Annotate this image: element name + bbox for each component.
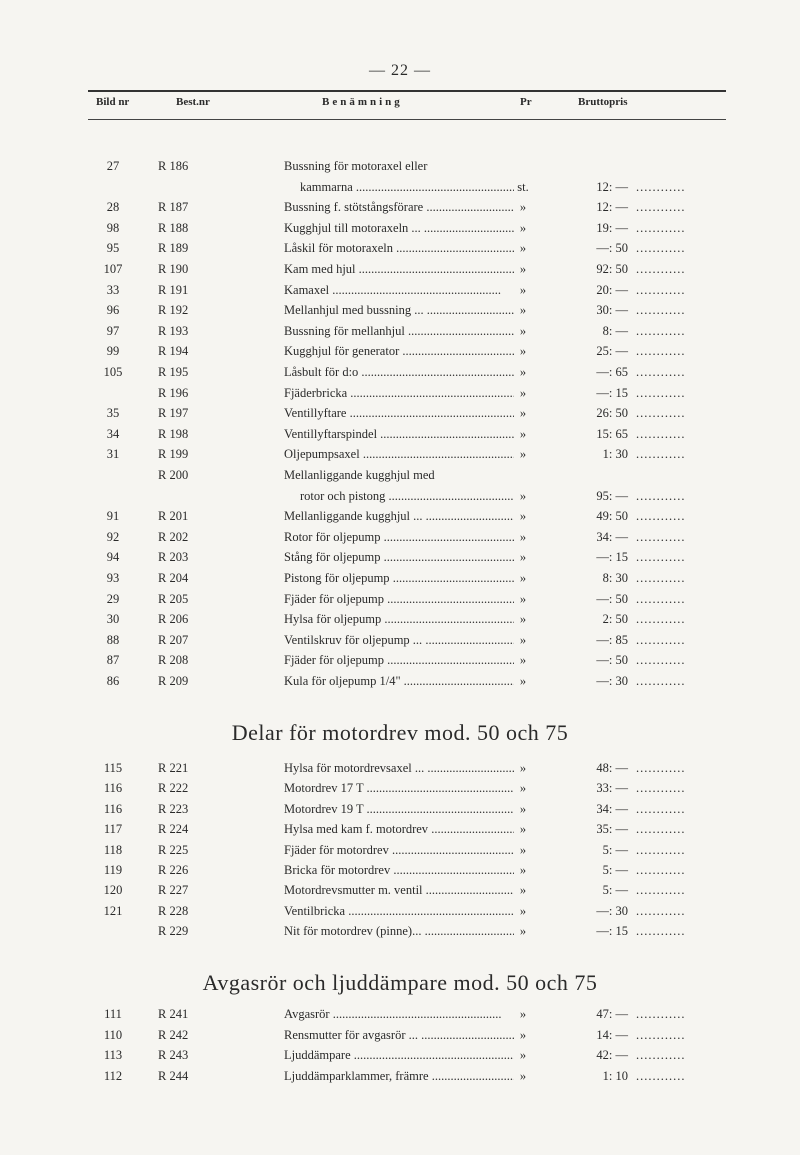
cell-bruttopris: 48: — — [596, 761, 628, 775]
header-rule — [88, 119, 726, 120]
cell-best-nr: R 226 — [158, 863, 189, 877]
page-number: — 22 — — [369, 62, 431, 79]
price-leader-dots: ............ — [636, 447, 686, 462]
cell-best-nr: R 221 — [158, 761, 189, 775]
cell-best-nr: R 201 — [158, 509, 189, 524]
cell-bild-nr: 94 — [106, 550, 120, 565]
cell-pr: » — [519, 344, 527, 359]
cell-pr: » — [519, 323, 527, 338]
cell-bild-nr: 98 — [106, 220, 120, 235]
cell-bruttopris: 5: — — [602, 842, 628, 857]
cell-benamning: Ventillyftarspindel ..... — [284, 424, 514, 444]
cell-bild-nr: 112 — [103, 1068, 123, 1083]
cell-benamning: Motordrevsmutter m. ventil ..... — [284, 880, 514, 900]
cell-best-nr: R 205 — [158, 591, 189, 606]
price-leader-dots: ............ — [636, 761, 686, 775]
cell-best-nr: R 188 — [158, 220, 189, 235]
cell-pr: » — [519, 903, 527, 918]
cell-pr: » — [519, 842, 527, 857]
cell-benamning: Mellanhjul med bussning ... ..... — [284, 300, 514, 320]
price-leader-dots: ............ — [636, 406, 686, 421]
cell-pr: » — [519, 883, 527, 898]
cell-bild-nr: 121 — [103, 903, 123, 918]
cell-bruttopris: 92: 50 — [596, 262, 628, 276]
price-leader-dots: ............ — [636, 883, 686, 898]
cell-bild-nr: 33 — [106, 282, 120, 297]
cell-best-nr: R 223 — [158, 801, 189, 816]
cell-best-nr: R 187 — [158, 200, 189, 215]
cell-benamning: Låskil för motoraxeln ..... — [284, 238, 514, 258]
cell-pr: » — [519, 447, 527, 462]
cell-pr: » — [519, 632, 527, 647]
price-leader-dots: ............ — [636, 179, 686, 194]
cell-bild-nr: 116 — [103, 781, 123, 796]
cell-best-nr: R 200 — [158, 468, 189, 482]
cell-pr: » — [519, 591, 527, 606]
cell-bild-nr: 86 — [106, 674, 120, 688]
cell-benamning: Nit för motordrev (pinne)... ..... — [284, 921, 514, 941]
price-leader-dots: ............ — [636, 509, 686, 524]
cell-benamning: Hylsa för motordrevsaxel ... ..... — [284, 758, 514, 778]
cell-bild-nr: 107 — [103, 262, 123, 276]
cell-bruttopris: 5: — — [602, 863, 628, 877]
cell-best-nr: R 243 — [158, 1048, 189, 1063]
header-pr: Pr — [520, 96, 532, 108]
cell-bild-nr: 34 — [106, 426, 120, 441]
cell-bruttopris: 26: 50 — [596, 406, 628, 421]
cell-benamning: Mellanliggande kugghjul ... ..... — [284, 506, 514, 526]
cell-pr: » — [519, 674, 527, 688]
cell-best-nr: R 204 — [158, 571, 189, 585]
cell-bild-nr: 96 — [106, 303, 120, 318]
cell-benamning: Rotor för oljepump ..... — [284, 527, 514, 547]
price-leader-dots: ............ — [636, 781, 686, 796]
cell-best-nr: R 225 — [158, 842, 189, 857]
cell-bruttopris: —: 15 — [596, 385, 628, 400]
cell-benamning: rotor och pistong ..... — [300, 486, 514, 506]
cell-best-nr: R 228 — [158, 903, 189, 918]
cell-bild-nr: 111 — [104, 1007, 122, 1021]
cell-bruttopris: 12: — — [596, 200, 628, 215]
cell-pr: » — [519, 1007, 527, 1021]
cell-bild-nr: 31 — [106, 447, 120, 462]
price-leader-dots: ............ — [636, 612, 686, 627]
cell-bild-nr: 113 — [103, 1048, 123, 1063]
cell-best-nr: R 186 — [158, 159, 189, 173]
cell-bruttopris: 1: 10 — [602, 1068, 628, 1083]
cell-pr: » — [519, 488, 527, 503]
cell-pr: » — [519, 303, 527, 318]
cell-bild-nr: 117 — [103, 822, 123, 837]
cell-bruttopris: 15: 65 — [596, 426, 628, 441]
cell-pr: » — [519, 781, 527, 796]
price-leader-dots: ............ — [636, 220, 686, 235]
cell-bruttopris: 33: — — [596, 781, 628, 796]
cell-bruttopris: 2: 50 — [602, 612, 628, 627]
cell-best-nr: R 202 — [158, 529, 189, 544]
cell-benamning: Kam med hjul ..... — [284, 259, 514, 279]
cell-benamning: Kugghjul till motoraxeln ... ..... — [284, 218, 514, 238]
cell-pr: » — [519, 385, 527, 400]
cell-pr: » — [519, 426, 527, 441]
cell-bild-nr: 119 — [103, 863, 123, 877]
cell-pr: » — [519, 529, 527, 544]
cell-benamning: Ljuddämpare ..... — [284, 1045, 514, 1065]
cell-bild-nr: 95 — [106, 241, 120, 256]
cell-pr: » — [519, 365, 527, 379]
cell-benamning: Motordrev 19 T ..... — [284, 799, 514, 819]
cell-benamning: Oljepumpsaxel ..... — [284, 444, 514, 464]
cell-bild-nr: 97 — [106, 323, 120, 338]
cell-best-nr: R 203 — [158, 550, 189, 565]
cell-bruttopris: —: 50 — [596, 241, 628, 256]
price-leader-dots: ............ — [636, 863, 686, 877]
cell-best-nr: R 209 — [158, 674, 189, 688]
cell-pr: » — [519, 200, 527, 215]
cell-benamning: Ventilskruv för oljepump ... ..... — [284, 630, 514, 650]
cell-bild-nr: 28 — [106, 200, 120, 215]
cell-bruttopris: 12: — — [596, 179, 628, 194]
cell-pr: » — [519, 406, 527, 421]
cell-benamning: Kugghjul för generator ..... — [284, 341, 514, 361]
price-leader-dots: ............ — [636, 282, 686, 297]
cell-best-nr: R 241 — [158, 1007, 189, 1021]
cell-best-nr: R 229 — [158, 924, 189, 939]
cell-best-nr: R 222 — [158, 781, 189, 796]
price-leader-dots: ............ — [636, 365, 686, 379]
price-leader-dots: ............ — [636, 801, 686, 816]
cell-bruttopris: 1: 30 — [602, 447, 628, 462]
cell-best-nr: R 190 — [158, 262, 189, 276]
cell-best-nr: R 193 — [158, 323, 189, 338]
cell-bild-nr: 27 — [106, 159, 120, 173]
cell-benamning: Avgasrör ..... — [284, 1004, 514, 1024]
cell-best-nr: R 197 — [158, 406, 189, 421]
table-header — [0, 96, 800, 114]
cell-best-nr: R 242 — [158, 1027, 189, 1042]
cell-bild-nr: 115 — [103, 761, 123, 775]
cell-best-nr: R 206 — [158, 612, 189, 627]
price-leader-dots: ............ — [636, 924, 686, 939]
cell-bruttopris: 34: — — [596, 529, 628, 544]
cell-pr: » — [519, 1068, 527, 1083]
header-benamning: Benämning — [322, 96, 403, 108]
cell-benamning: Pistong för oljepump ..... — [284, 568, 514, 588]
cell-pr: » — [519, 571, 527, 585]
cell-best-nr: R 195 — [158, 365, 189, 379]
price-leader-dots: ............ — [636, 426, 686, 441]
price-leader-dots: ............ — [636, 200, 686, 215]
cell-bild-nr: 88 — [106, 632, 120, 647]
price-leader-dots: ............ — [636, 903, 686, 918]
cell-benamning: Ljuddämparklammer, främre ..... — [284, 1066, 514, 1086]
section-title-avgasror: Avgasrör och ljuddämpare mod. 50 och 75 — [202, 970, 598, 995]
cell-benamning: Fjäder för motordrev ..... — [284, 840, 514, 860]
cell-benamning: Bussning för motoraxel eller — [284, 159, 428, 173]
cell-bruttopris: —: 30 — [596, 903, 628, 918]
cell-bild-nr: 92 — [106, 529, 120, 544]
cell-pr: » — [519, 1027, 527, 1042]
cell-pr: » — [519, 220, 527, 235]
cell-benamning: kammarna ..... — [300, 177, 514, 197]
cell-best-nr: R 207 — [158, 632, 189, 647]
cell-benamning: Hylsa för oljepump ..... — [284, 609, 514, 629]
cell-best-nr: R 208 — [158, 653, 189, 668]
price-leader-dots: ............ — [636, 632, 686, 647]
cell-bruttopris: 35: — — [596, 822, 628, 837]
cell-benamning: Bricka för motordrev ..... — [284, 860, 514, 880]
cell-benamning: Bussning f. stötstångsförare ..... — [284, 197, 514, 217]
cell-bruttopris: 8: — — [602, 323, 628, 338]
cell-bild-nr: 29 — [106, 591, 120, 606]
price-leader-dots: ............ — [636, 1027, 686, 1042]
cell-bruttopris: —: 50 — [596, 653, 628, 668]
cell-bild-nr: 105 — [103, 365, 123, 379]
cell-best-nr: R 199 — [158, 447, 189, 462]
cell-bild-nr: 30 — [106, 612, 120, 627]
cell-pr: » — [519, 282, 527, 297]
cell-bild-nr: 99 — [106, 344, 120, 359]
price-leader-dots: ............ — [636, 653, 686, 668]
price-leader-dots: ............ — [636, 344, 686, 359]
cell-pr: » — [519, 822, 527, 837]
header-bruttopris: Bruttopris — [578, 96, 628, 108]
cell-bruttopris: —: 85 — [596, 632, 628, 647]
cell-benamning: Stång för oljepump ..... — [284, 547, 514, 567]
cell-best-nr: R 244 — [158, 1068, 189, 1083]
cell-bruttopris: 20: — — [596, 282, 628, 297]
cell-bruttopris: 25: — — [596, 344, 628, 359]
price-leader-dots: ............ — [636, 550, 686, 565]
price-leader-dots: ............ — [636, 591, 686, 606]
cell-pr: » — [519, 761, 527, 775]
cell-pr: st. — [517, 179, 529, 194]
cell-pr: » — [519, 1048, 527, 1063]
cell-pr: » — [519, 550, 527, 565]
cell-pr: » — [519, 863, 527, 877]
price-leader-dots: ............ — [636, 1068, 686, 1083]
cell-bild-nr: 110 — [103, 1027, 123, 1042]
cell-bild-nr: 87 — [106, 653, 120, 668]
cell-bruttopris: 8: 30 — [602, 571, 628, 585]
cell-best-nr: R 194 — [158, 344, 189, 359]
cell-best-nr: R 196 — [158, 385, 189, 400]
price-leader-dots: ............ — [636, 674, 686, 688]
cell-pr: » — [519, 924, 527, 939]
cell-bild-nr: 35 — [106, 406, 120, 421]
price-leader-dots: ............ — [636, 1007, 686, 1021]
price-leader-dots: ............ — [636, 529, 686, 544]
cell-bruttopris: 5: — — [602, 883, 628, 898]
price-leader-dots: ............ — [636, 241, 686, 256]
cell-benamning: Kula för oljepump 1/4" ..... — [284, 671, 514, 691]
price-leader-dots: ............ — [636, 262, 686, 276]
header-best-nr: Best.nr — [176, 96, 210, 108]
cell-benamning: Fjäderbricka ..... — [284, 383, 514, 403]
price-leader-dots: ............ — [636, 385, 686, 400]
cell-bruttopris: —: 15 — [596, 924, 628, 939]
cell-benamning: Ventillyftare ..... — [284, 403, 514, 423]
cell-bruttopris: 95: — — [596, 488, 628, 503]
cell-best-nr: R 189 — [158, 241, 189, 256]
cell-bruttopris: —: 30 — [596, 674, 628, 688]
cell-bruttopris: 14: — — [596, 1027, 628, 1042]
cell-pr: » — [519, 612, 527, 627]
cell-benamning: Mellanliggande kugghjul med — [284, 468, 435, 482]
cell-bruttopris: 42: — — [596, 1048, 628, 1063]
cell-pr: » — [519, 801, 527, 816]
cell-bruttopris: 19: — — [596, 220, 628, 235]
price-leader-dots: ............ — [636, 323, 686, 338]
price-leader-dots: ............ — [636, 488, 686, 503]
cell-bild-nr: 120 — [103, 883, 123, 898]
cell-pr: » — [519, 509, 527, 524]
cell-best-nr: R 192 — [158, 303, 189, 318]
cell-bruttopris: —: 15 — [596, 550, 628, 565]
cell-benamning: Motordrev 17 T ..... — [284, 778, 514, 798]
cell-benamning: Låsbult för d:o ..... — [284, 362, 514, 382]
cell-best-nr: R 198 — [158, 426, 189, 441]
cell-bild-nr: 116 — [103, 801, 123, 816]
cell-best-nr: R 191 — [158, 282, 189, 297]
cell-pr: » — [519, 241, 527, 256]
cell-benamning: Fjäder för oljepump ..... — [284, 589, 514, 609]
price-leader-dots: ............ — [636, 303, 686, 318]
cell-benamning: Hylsa med kam f. motordrev ..... — [284, 819, 514, 839]
price-leader-dots: ............ — [636, 1048, 686, 1063]
price-leader-dots: ............ — [636, 842, 686, 857]
cell-bruttopris: 30: — — [596, 303, 628, 318]
cell-bild-nr: 91 — [106, 509, 120, 524]
cell-benamning: Kamaxel ..... — [284, 280, 514, 300]
cell-best-nr: R 227 — [158, 883, 189, 898]
price-leader-dots: ............ — [636, 822, 686, 837]
cell-bruttopris: 34: — — [596, 801, 628, 816]
section-title-motordrev: Delar för motordrev mod. 50 och 75 — [231, 720, 569, 745]
top-rule — [88, 90, 726, 92]
cell-bruttopris: —: 50 — [596, 591, 628, 606]
cell-benamning: Ventilbricka ..... — [284, 901, 514, 921]
cell-benamning: Bussning för mellanhjul ..... — [284, 321, 514, 341]
cell-bruttopris: —: 65 — [596, 365, 628, 379]
price-leader-dots: ............ — [636, 571, 686, 585]
cell-benamning: Rensmutter för avgasrör ... ..... — [284, 1025, 514, 1045]
cell-pr: » — [519, 262, 527, 276]
cell-best-nr: R 224 — [158, 822, 189, 837]
cell-bruttopris: 47: — — [596, 1007, 628, 1021]
cell-bild-nr: 118 — [103, 842, 123, 857]
cell-pr: » — [519, 653, 527, 668]
cell-benamning: Fjäder för oljepump ..... — [284, 650, 514, 670]
cell-bild-nr: 93 — [106, 571, 120, 585]
header-bild-nr: Bild nr — [96, 96, 130, 108]
cell-bruttopris: 49: 50 — [596, 509, 628, 524]
